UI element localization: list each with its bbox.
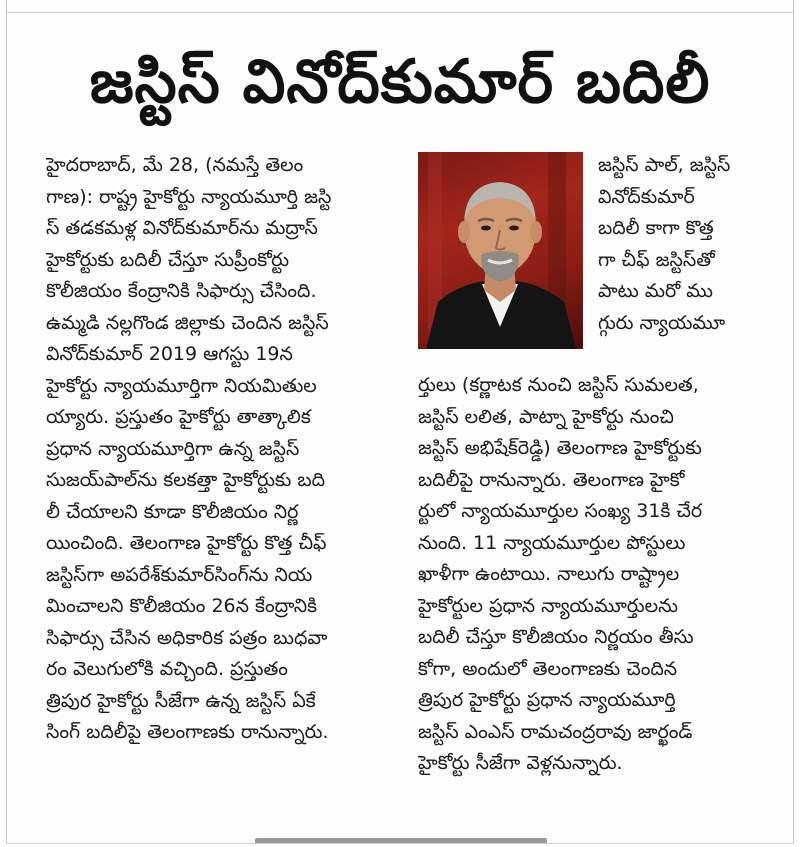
article-line: రం వెలుగులోకి వచ్చింది. ప్రస్తుతం [46,658,288,680]
top-divider [6,12,794,13]
article-line: సింగ్ బదిలీపై తెలంగాణకు రానున్నారు. [46,721,329,743]
bottom-divider [6,843,794,844]
article-line: య్యారు. ప్రస్తుతం హైకోర్టు తాత్కాలిక [46,406,311,428]
article-line: జస్టిస్ ఎంఎస్ రామచంద్రరావు జార్ఖండ్ [418,720,693,743]
article-line: యించింది. తెలంగాణ హైకోర్టు కొత్త చీఫ్ [46,532,327,554]
justice-portrait-photo [418,152,583,349]
article-line: మించాలని కొలీజియం 26న కేంద్రానికి [46,595,317,617]
article-line: హైకోర్టుల ప్రధాన న్యాయమూర్తులను [418,594,678,617]
article-line: స్ తడకమళ్ల వినోద్‌కుమార్‌ను మద్రాస్ [46,217,318,239]
left-column [46,150,402,749]
article-line: త్రిపుర హైకోర్టు సీజేగా ఉన్న జస్టిస్ ఏకే [46,689,316,712]
article-line: సుజయ్‌పాల్‌ను కలకత్తా హైకోర్టుకు బది [46,469,326,491]
article-line: కోగా, అందులో తెలంగాణకు చెందిన [418,657,678,680]
article-line: కొలీజియం కేంద్రానికి సిఫార్సు చేసింది. [46,280,317,302]
article-line: వినోద్‌కుమార్ 2019 ఆగస్టు 19న [46,343,293,365]
article-line: జస్టిస్ పాల్, జస్టిస్ [598,154,731,176]
article-line: హైకోర్టు న్యాయమూర్తిగా నియమితుల [46,374,317,397]
article-line: బదిలీ కాగా కొత్త [598,217,714,239]
article-line: ఖాళీగా ఉంటాయి. నాలుగు రాష్ట్రాల [418,563,680,585]
article-line: సిఫార్సు చేసిన అధికారిక పత్రం బుధవా [46,626,328,649]
article-line: హైకోర్టు సీజేగా వెళ్లనున్నారు. [418,752,623,774]
right-column-top [598,150,790,339]
article-line: గ్గురు న్యాయమూ [598,311,726,334]
article-line: హైదరాబాద్, మే 28, (నమస్తే తెలం [46,154,304,176]
article-line: జస్టిస్‌గా అపరేశ్‌కుమార్‌సింగ్‌ను నియ [46,563,313,586]
headline: జస్టిస్ వినోద్‌కుమార్ బదిలీ [89,47,711,117]
article-line: బదిలీపై రానున్నారు. తెలంగాణ హైకో [418,468,685,491]
article-line: హైకోర్టుకు బదిలీ చేస్తూ సుప్రీంకోర్టు [46,248,290,271]
article-line: ప్రధాన న్యాయమూర్తిగా ఉన్న జస్టిస్ [46,437,300,460]
article-line: గాణ): రాష్ట్ర హైకోర్టు న్యాయమూర్తి జస్టి [46,185,332,208]
article-line: గా చీఫ్ జస్టిస్‌తో [598,248,715,271]
article-line: బదిలీ చేస్తూ కొలీజియం నిర్ణయం తీసు [418,626,694,648]
article-line: ఉమ్మడి నల్లగొండ జిల్లాకు చెందిన జస్టిస్ [46,311,329,334]
article-line: జస్టిస్ లలిత, పాట్నా హైకోర్టు నుంచి [418,405,674,428]
right-column-bottom [418,370,790,780]
article-line: లీ చేయాలని కూడా కొలీజియం నిర్ణ [46,500,299,523]
article-line: పాటు మరో ము [598,280,713,302]
article-line: వినోద్‌కుమార్ [598,185,695,208]
article-line: ర్తులు (కర్ణాటక నుంచి జస్టిస్ సుమలత, [418,374,699,396]
article-line: జస్టిస్ అభిషేక్‌రెడ్డి) తెలంగాణ హైకోర్టుకు [418,437,702,459]
article-line: త్రిపుర హైకోర్టు ప్రధాన న్యాయమూర్తి [418,689,676,711]
article-line: ర్టులో న్యాయమూర్తుల సంఖ్య 31కి చేర [418,500,703,522]
portrait-illustration [418,152,583,349]
article-line: నుంది. 11 న్యాయమూర్తుల పోస్టులు [418,531,686,554]
